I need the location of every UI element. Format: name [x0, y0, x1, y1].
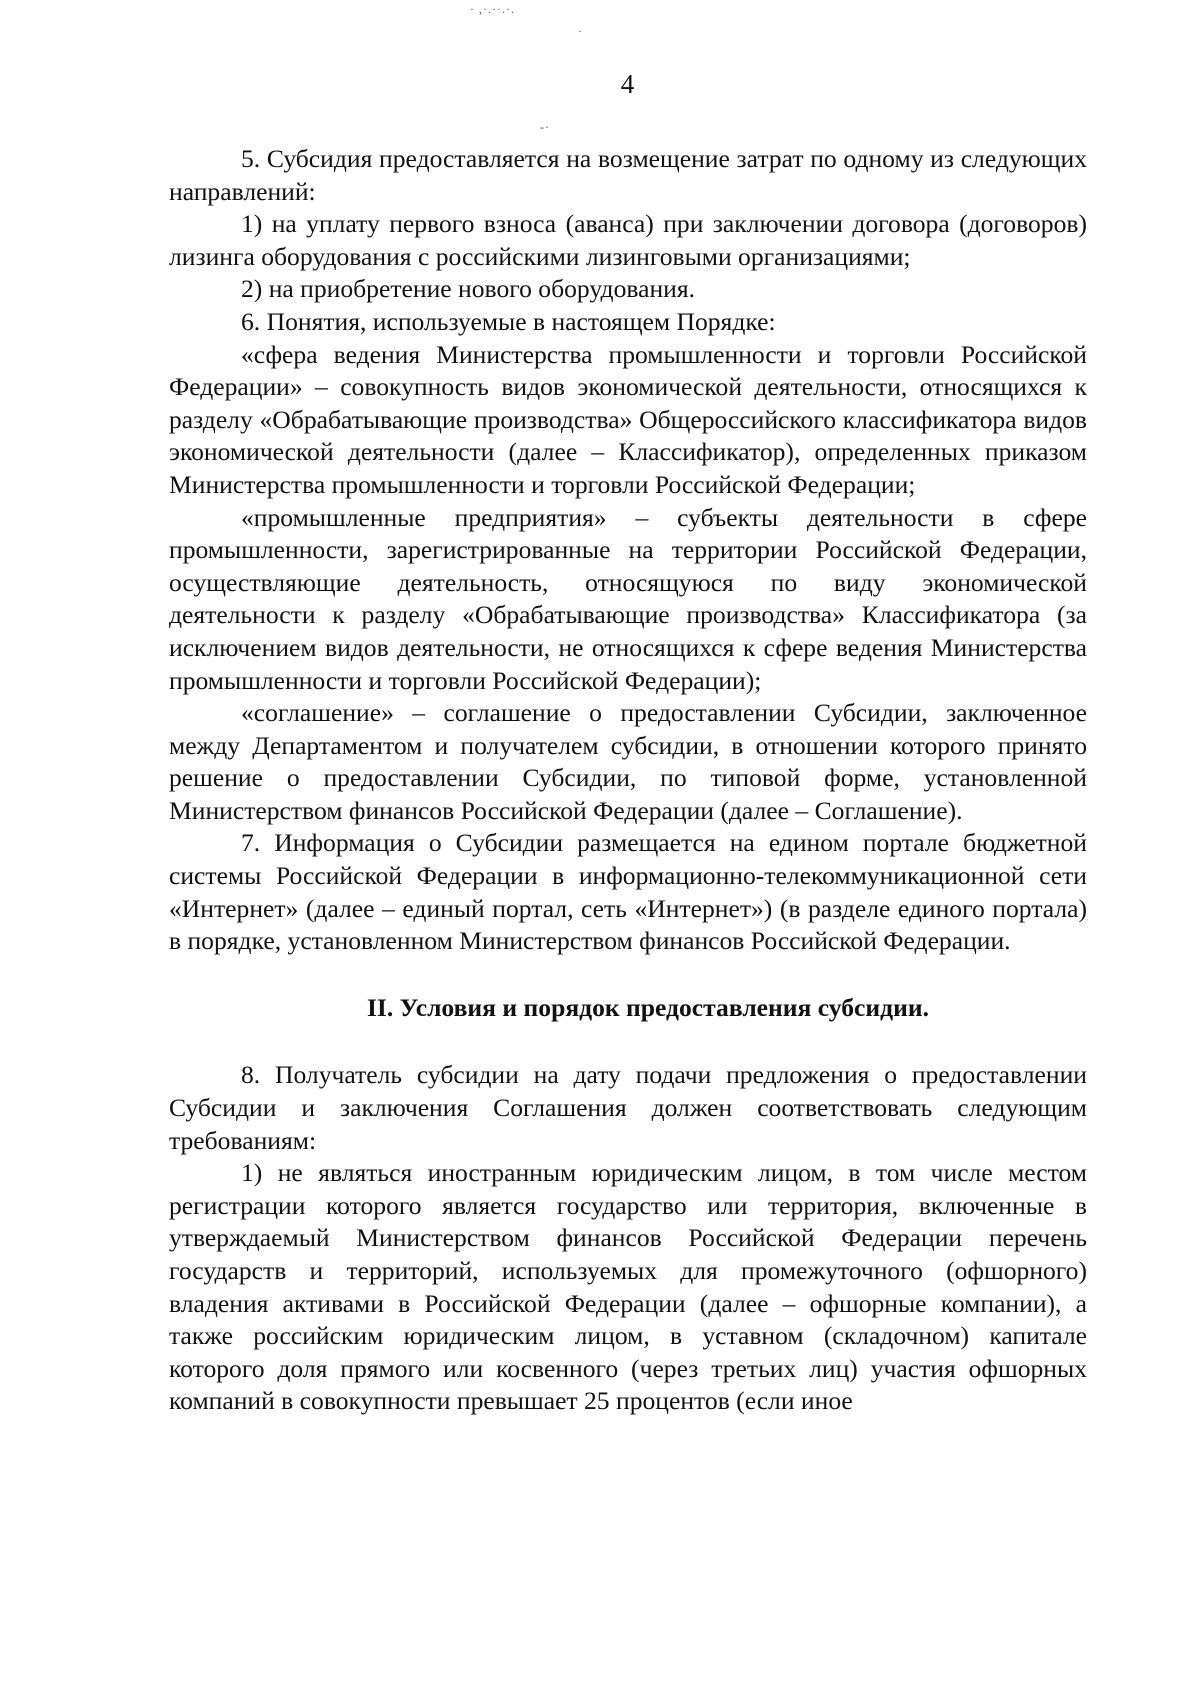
scan-artifact-mark: -· [540, 120, 550, 134]
document-body [169, 143, 1087, 1418]
paragraph-6: 6. Понятия, используемые в настоящем Порядке: [241, 306, 776, 336]
definition-sphere: «сфера ведения Министерства промышленности и торговли Российской Федерации» – совокупность видов экономической деятельности, относящихся к разделу «Обрабатывающие производства» Общероссийского классификатора видов экономической деятельности (далее – Классификатор), определенных приказом Министерства промышленности и торговли Российской Федерации; [169, 339, 1087, 499]
paragraph-5: 5. Субсидия предоставляется на возмещение затрат по одному из следующих направлений: [169, 144, 1087, 206]
section-heading: II. Условия и порядок предоставления субсидии. [366, 992, 930, 1022]
scan-artifact-top: · ,·.··.·. [470, 2, 515, 16]
scan-artifact-dot: · [578, 24, 583, 38]
paragraph-5-item-1: 1) на уплату первого взноса (аванса) при заключении договора (договоров) лизинга оборудования с российскими лизинговыми организациями; [169, 209, 1087, 271]
definition-enterprises: «промышленные предприятия» – субъекты деятельности в сфере промышленности, зарегистрированные на территории Российской Федерации, осуществляющие деятельность, относящуюся по виду экономической деятельности к разделу «Обрабатывающие производства» Классификатора (за исключением видов деятельности, не относящихся к сфере ведения Министерства промышленности и торговли Российской Федерации); [169, 502, 1087, 695]
paragraph-7: 7. Информация о Субсидии размещается на едином портале бюджетной системы Российской Федерации в информационно-телекоммуникационной сети «Интернет» (далее – единый портал, сеть «Интернет») (в разделе единого портала) в порядке, установленном Министерством финансов Российской Федерации. [169, 828, 1087, 956]
paragraph-8-item-1: 1) не являться иностранным юридическим лицом, в том числе местом регистрации которого является государство или территория, включенные в утверждаемый Министерством финансов Российской Федерации перечень государств и территорий, используемых для промежуточного (офшорного) владения активами в Российской Федерации (далее – офшорные компании), а также российским юридическим лицом, в уставном (складочном) капитале которого доля прямого или косвенного (через третьих лиц) участия офшорных компаний в совокупности превышает 25 процентов (если иное [169, 1158, 1087, 1416]
definition-agreement: «соглашение» – соглашение о предоставлении Субсидии, заключенное между Департаментом и получателем субсидии, в отношении которого принято решение о предоставлении Субсидии, по типовой форме, установленной Министерством финансов Российской Федерации (далее – Соглашение). [169, 698, 1087, 825]
paragraph-8: 8. Получатель субсидии на дату подачи предложения о предоставлении Субсидии и заключения Соглашения должен соответствовать следующим требованиям: [169, 1060, 1087, 1155]
page-number: 4 [620, 69, 635, 99]
paragraph-5-item-2: 2) на приобретение нового оборудования. [241, 274, 696, 304]
